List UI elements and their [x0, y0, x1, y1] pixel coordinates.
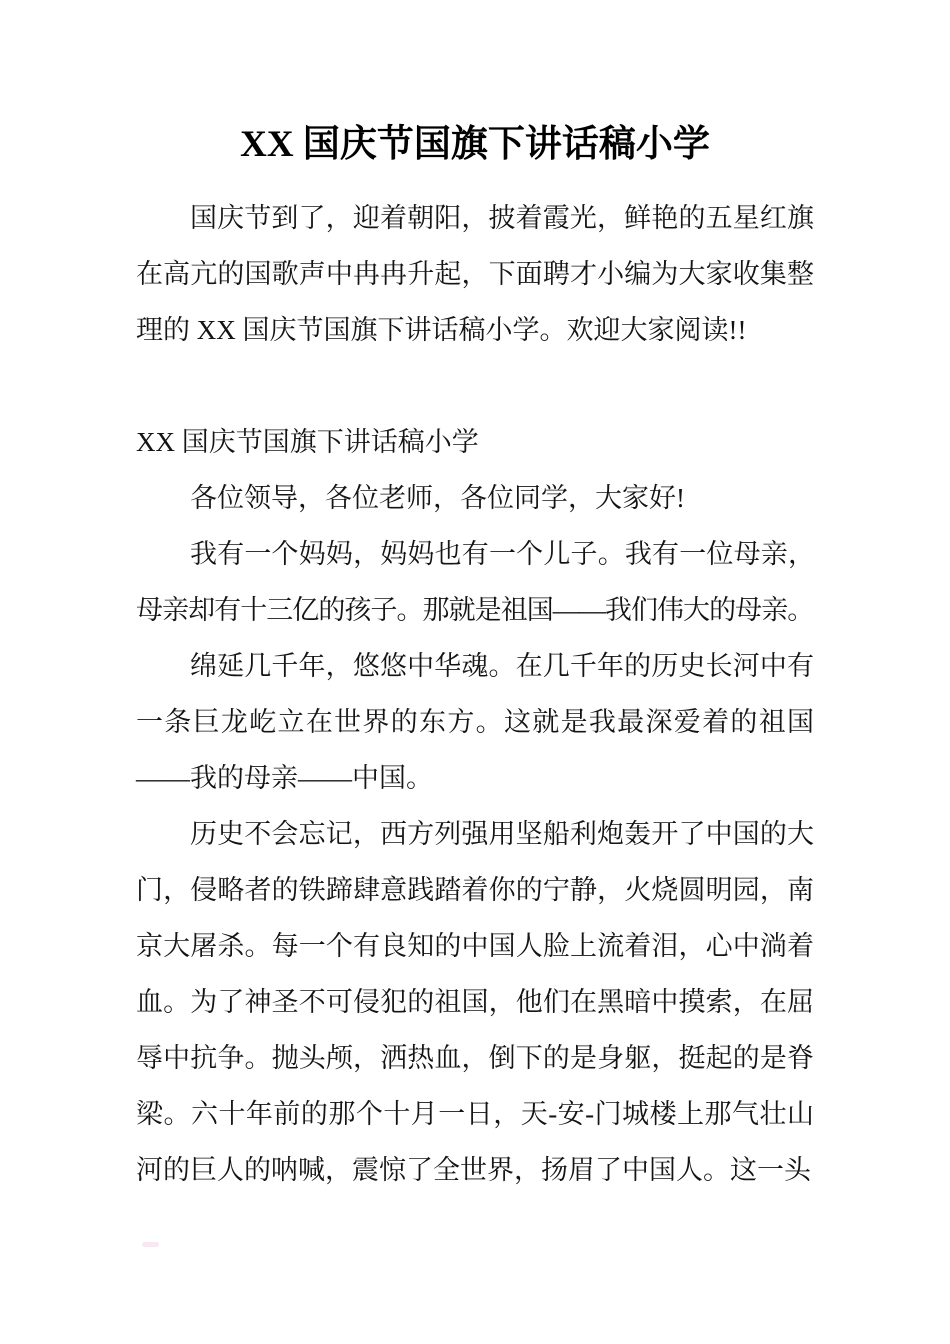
intro-paragraph: 国庆节到了，迎着朝阳，披着霞光，鲜艳的五星红旗在高亢的国歌声中冉冉升起，下面聘才小编为大家收集整理的 XX 国庆节国旗下讲话稿小学。欢迎大家阅读!! [136, 203, 814, 345]
pink-smudge-artifact [142, 1242, 159, 1247]
document-title: XX 国庆节国旗下讲话稿小学 [240, 124, 710, 165]
body-paragraph-mother: 我有一个妈妈，妈妈也有一个儿子。我有一位母亲，母亲却有十三亿的孩子。那就是祖国——我们伟大的母亲。 [136, 539, 814, 625]
body-paragraph-dragon: 绵延几千年，悠悠中华魂。在几千年的历史长河中有一条巨龙屹立在世界的东方。这就是我最深爱着的祖国——我的母亲——中国。 [136, 651, 814, 793]
section-heading: XX 国庆节国旗下讲话稿小学 [136, 427, 479, 457]
blank-line [136, 358, 814, 414]
document-body [136, 190, 814, 1198]
greeting-paragraph: 各位领导，各位老师，各位同学，大家好! [190, 483, 685, 513]
body-paragraph-history: 历史不会忘记，西方列强用坚船利炮轰开了中国的大门，侵略者的铁蹄肆意践踏着你的宁静，火烧圆明园，南京大屠杀。每一个有良知的中国人脸上流着泪，心中淌着血。为了神圣不可侵犯的祖国，他们在黑暗中摸索，在屈辱中抗争。抛头颅，洒热血，倒下的是身躯，挺起的是脊梁。六十年前的那个十月一日，天-安-门城楼上那气壮山河的巨人的呐喊，震惊了全世界，扬眉了中国人。这一头 [136, 819, 814, 1185]
